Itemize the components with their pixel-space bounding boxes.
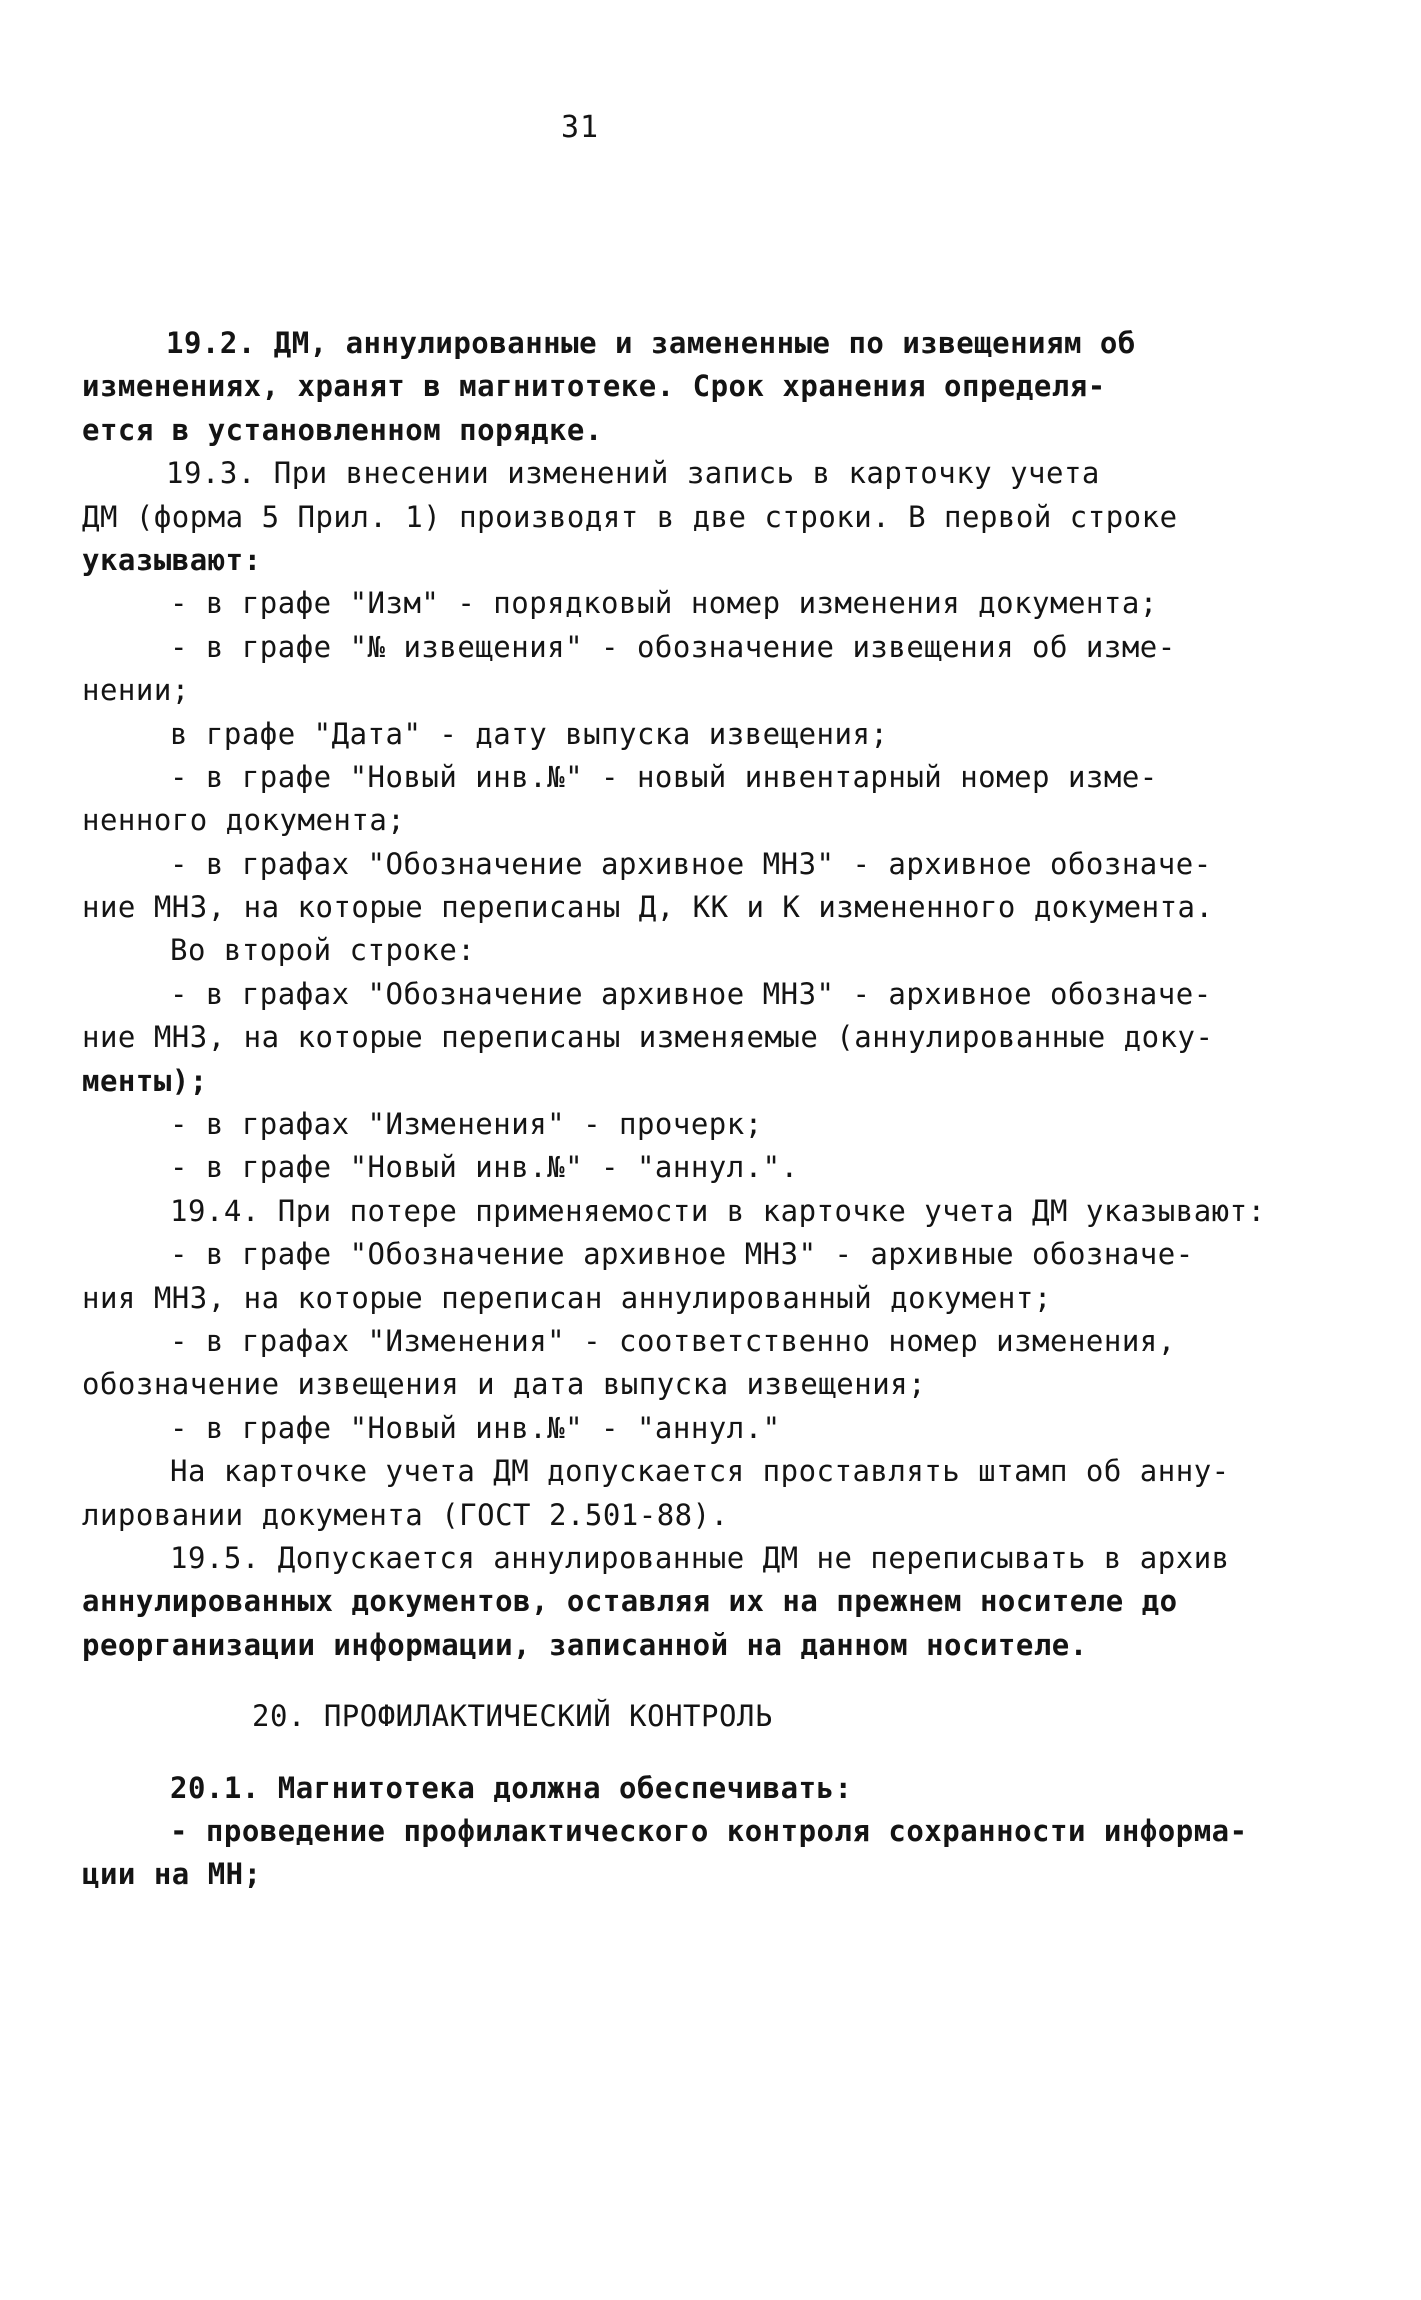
second-row-izmeneniya: - в графах "Изменения" - прочерк;	[170, 1107, 763, 1142]
list-item-izveshcheniya-cont: нении;	[82, 673, 190, 708]
list-item-oboznachenie: - в графах "Обозначение архивное МНЗ" - архивное обозначе-	[170, 846, 1212, 881]
page-number: 31	[560, 110, 600, 145]
paragraph-19-5-line-3: реорганизации информации, записанной на данном носителе.	[82, 1627, 1088, 1662]
second-row-heading: Во второй строке:	[170, 933, 476, 968]
second-row-oboznachenie: - в графах "Обозначение архивное МНЗ" - архивное обозначе-	[170, 976, 1212, 1011]
document-body	[82, 322, 1266, 1897]
paragraph-19-4-line-8: лировании документа (ГОСТ 2.501-88).	[82, 1497, 729, 1532]
paragraph-19-2-line-2: изменениях, хранят в магнитотеке. Срок хранения определя-	[82, 369, 1106, 404]
paragraph-19-5-line-2: аннулированных документов, оставляя их на прежнем носителе до	[82, 1584, 1178, 1619]
paragraph-19-4-line-1: 19.4. При потере применяемости в карточке учета ДМ указывают:	[170, 1193, 1266, 1228]
paragraph-20-1-line-3: ции на МН;	[82, 1857, 262, 1892]
second-row-oboznachenie-cont-2: менты);	[82, 1063, 208, 1098]
paragraph-20-1-line-1: 20.1. Магнитотека должна обеспечивать:	[170, 1770, 853, 1805]
list-item-oboznachenie-cont: ние МНЗ, на которые переписаны Д, КК и К измененного документа.	[82, 890, 1214, 925]
list-item-izveshcheniya: - в графе "№ извещения" - обозначение извещения об изме-	[170, 629, 1176, 664]
paragraph-19-3-line-2: ДМ (форма 5 Прил. 1) производят в две строки. В первой строке	[82, 499, 1178, 534]
paragraph-19-3-line-3: указывают:	[82, 542, 262, 577]
paragraph-19-2-line-1: 19.2. ДМ, аннулированные и замененные по извещениям об	[166, 326, 1136, 360]
list-item-novyi-inv: - в графе "Новый инв.№" - новый инвентарный номер изме-	[170, 759, 1158, 794]
list-item-novyi-inv-cont: ненного документа;	[82, 803, 406, 838]
paragraph-19-4-line-5: обозначение извещения и дата выпуска извещения;	[82, 1367, 927, 1402]
paragraph-19-4-line-4: - в графах "Изменения" - соответственно номер изменения,	[170, 1323, 1176, 1358]
paragraph-19-3-line-1: 19.3. При внесении изменений запись в карточку учета	[166, 456, 1100, 491]
paragraph-19-4-line-6: - в графе "Новый инв.№" - "аннул."	[170, 1410, 781, 1445]
paragraph-20-1-line-2: - проведение профилактического контроля сохранности информа-	[170, 1813, 1248, 1848]
section-heading: 20. ПРОФИЛАКТИЧЕСКИЙ КОНТРОЛЬ	[252, 1699, 773, 1734]
paragraph-19-4-line-2: - в графе "Обозначение архивное МНЗ" - архивные обозначе-	[170, 1237, 1194, 1272]
second-row-novyi-inv: - в графе "Новый инв.№" - "аннул.".	[170, 1150, 799, 1185]
list-item-data: в графе "Дата" - дату выпуска извещения;	[170, 716, 889, 751]
second-row-oboznachenie-cont-1: ние МНЗ, на которые переписаны изменяемые (аннулированные доку-	[82, 1020, 1214, 1055]
paragraph-19-4-line-7: На карточке учета ДМ допускается проставлять штамп об анну-	[170, 1454, 1230, 1489]
paragraph-19-4-line-3: ния МНЗ, на которые переписан аннулированный документ;	[82, 1280, 1052, 1315]
paragraph-19-2-line-3: ется в установленном порядке.	[82, 412, 603, 447]
list-item-izm: - в графе "Изм" - порядковый номер изменения документа;	[170, 586, 1158, 621]
paragraph-19-5-line-1: 19.5. Допускается аннулированные ДМ не переписывать в архив	[170, 1540, 1230, 1575]
